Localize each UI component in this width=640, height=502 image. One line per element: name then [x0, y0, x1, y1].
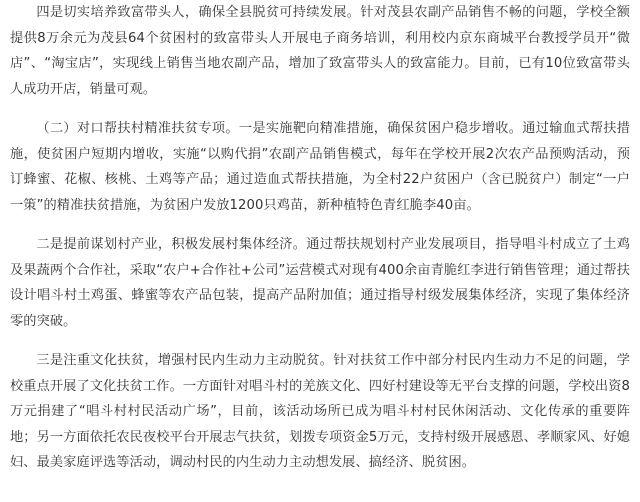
paragraph-village-industry: 二是提前谋划村产业，积极发展村集体经济。通过帮扶规划村产业发展项目，指导唱斗村成立了土鸡及果蔬两个合作社，采取“农户+合作社+公司”运营模式对现有400余亩青脆红李进行销售管理；通过帮扶设计唱斗村土鸡蛋、蜂蜜等农产品包装，提高产品附加值；通过指导村级发展集体经济，实现了集体经济零的突破。	[10, 237, 630, 329]
paragraph-cultural-poverty-relief: 三是注重文化扶贫，增强村民内生动力主动脱贫。针对扶贫工作中部分村民内生动力不足的问题，学校重点开展了文化扶贫工作。一方面针对唱斗村的羌族文化、四好村建设等无平台支撑的问题，学校出资8万元捐建了“唱斗村村民活动广场”，目前，该活动场所已成为唱斗村村民休闲活动、文化传承的重要阵地；另一方面依托农民夜校平台开展志气扶贫，划拨专项资金5万元，支持村级开展感恩、孝顺家风、好媳妇、最美家庭评选等活动，调动村民的内生动力主动想发展、搞经济、脱贫困。	[10, 353, 630, 470]
paragraph-cultivate-leaders: 四是切实培养致富带头人，确保全县脱贫可持续发展。针对茂县农副产品销售不畅的问题，学校全额提供8万余元为茂县64个贫困村的致富带头人开展电子商务培训，利用校内京东商城平台教授学员开“微店”、“淘宝店”，实现线上销售当地农副产品，增加了致富带头人的致富能力。目前，已有10位致富带头人成功开店，销量可观。	[10, 5, 630, 97]
paragraph-targeted-assistance: （二）对口帮扶村精准扶贫专项。一是实施靶向精准措施，确保贫困户稳步增收。通过输血式帮扶措施，使贫困户短期内增收，实施“以购代捐”农副产品销售模式，每年在学校开展2次农产品预购活动，预订蜂蜜、花椒、核桃、土鸡等产品；通过造血式帮扶措施，为全村22户贫困户（含已脱贫户）制定“一户一策”的精准扶贫措施，为贫困户发放1200只鸡苗，新种植特色青红脆李40亩。	[10, 121, 630, 213]
article-body	[10, 0, 630, 476]
